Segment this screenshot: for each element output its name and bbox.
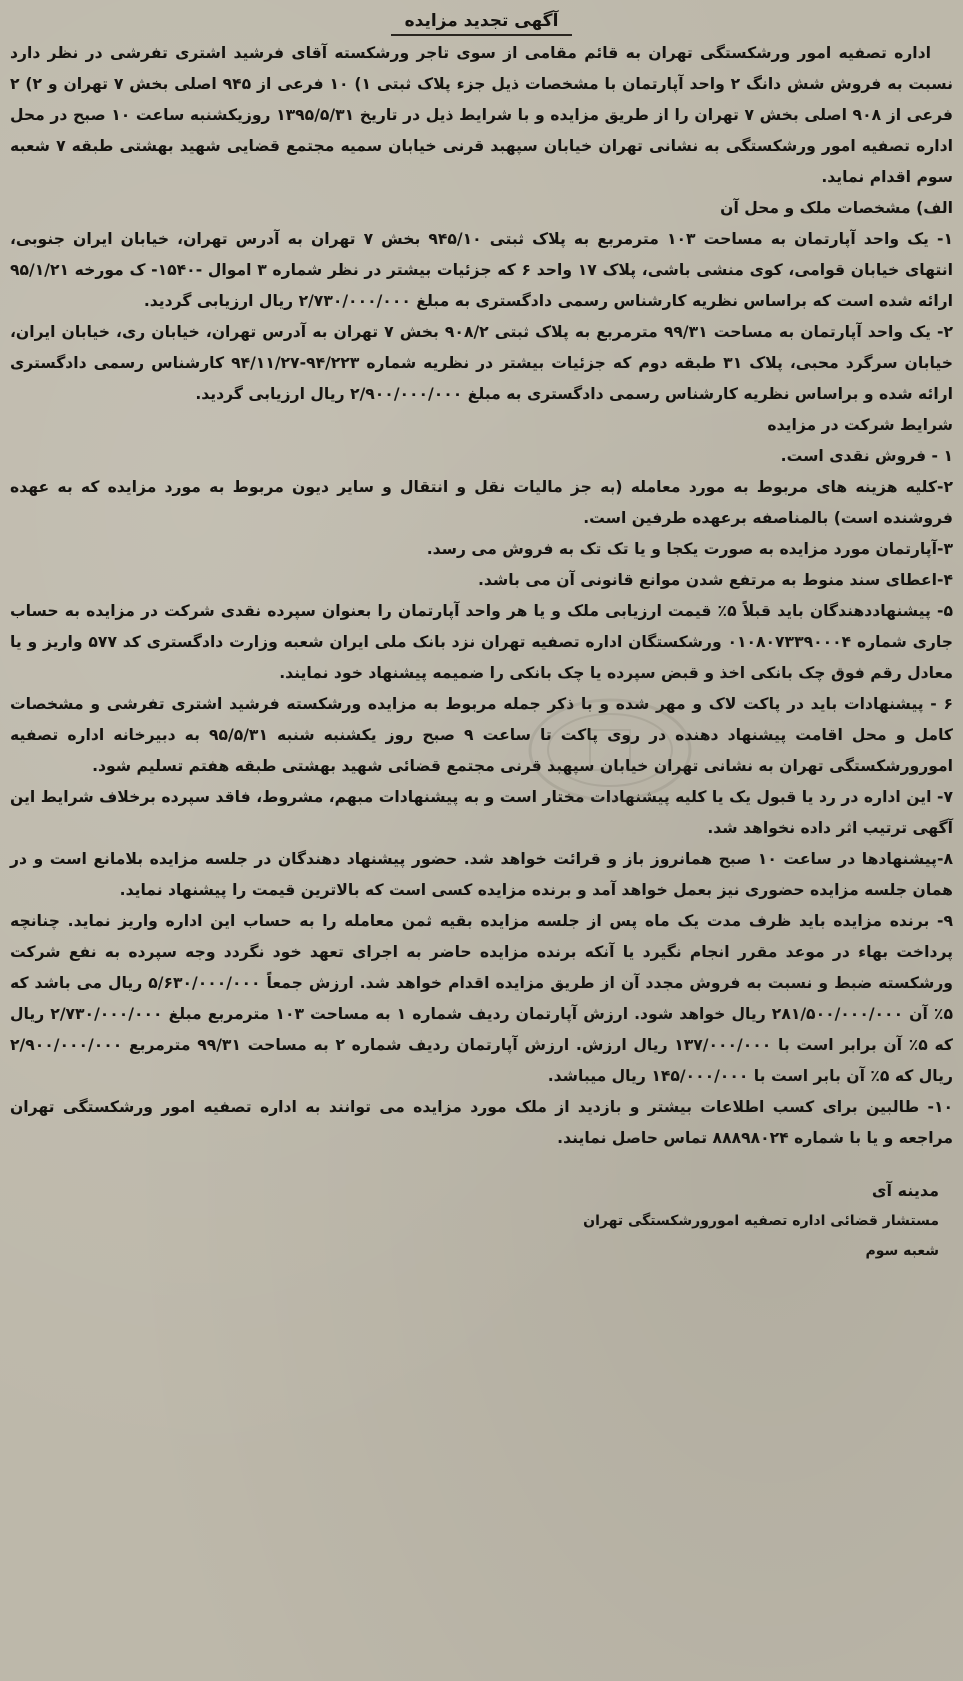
intro-paragraph: اداره تصفیه امور ورشکستگی تهران به قائم مقامی از سوی تاجر ورشکسته آقای فرشید اشتری تفرشی در نظر دارد نسبت به فروش شش دانگ ۲ واحد آپارتمان با مشخصات ذیل جزء پلاک ثبتی ۱) ۱۰ فرعی از ۹۴۵ اصلی بخش ۷ تهران و ۲) ۲ فرعی از ۹۰۸ اصلی بخش ۷ تهران را از طریق مزایده و با شرایط ذیل در تاریخ ۱۳۹۵/۵/۳۱ روزیکشنبه ساعت ۱۰ صبح در محل اداره تصفیه امور ورشکستگی به نشانی تهران خیابان سپهبد قرنی خیابان سمیه مجتمع قضایی شهید بهشتی طبقه ۷ شعبه سوم اقدام نماید. xyxy=(10,44,954,186)
property-2-paragraph: ۲- یک واحد آپارتمان به مساحت ۹۹/۳۱ مترمربع به پلاک ثبتی ۹۰۸/۲ بخش ۷ تهران به آدرس تهران، خیابان ری، خیابان ایران، خیابان سرگرد محبی، پلاک ۳۱ طبقه دوم که جزئیات بیشتر در نظریه شماره ۹۴/۲۲۳-۹۴/۱۱/۲۷ کارشناس رسمی دادگستری ارائه شده و براساس نظریه کارشناس رسمی دادگستری به مبلغ ۲/۹۰۰/۰۰۰/۰۰۰ ریال ارزیابی گردید. xyxy=(10,323,954,403)
stamp-watermark xyxy=(520,690,700,810)
condition-item: ۱ - فروش نقدی است. xyxy=(780,447,953,465)
condition-item: ۴-اعطای سند منوط به مرتفع شدن موانع قانونی آن می باشد. xyxy=(477,571,953,589)
signatory-branch: شعبه سوم xyxy=(865,1243,939,1259)
condition-item: ۹- برنده مزایده باید ظرف مدت یک ماه پس از جلسه مزایده بقیه ثمن معامله را به حساب این اداره واریز نماید. چنانچه پرداخت بهاء در موعد مقرر انجام نگیرد یا آنکه برنده مزایده حاضر به اجرای تعهد خود نگردد وجه سپرده به نفع شرکت ورشکسته ضبط و نسبت به فروش مجدد آن از طریق مزایده اقدام خواهد شد. ارزش جمعاً ۵/۶۳۰/۰۰۰/۰۰۰ ریال می باشد که ۵٪ آن ۲۸۱/۵۰۰/۰۰۰/۰۰۰ ریال خواهد شود. ارزش آپارتمان ردیف شماره ۱ به مساحت ۱۰۳ مترمربع مبلغ ۲/۷۳۰/۰۰۰/۰۰۰ ریال که ۵٪ آن برابر است با ۱۳۷/۰۰۰/۰۰۰ ریال ارزش. ارزش آپارتمان ردیف شماره ۲ به مساحت ۹۹/۳۱ مترمربع ۲/۹۰۰/۰۰۰/۰۰۰ ریال که ۵٪ آن بابر است با ۱۴۵/۰۰۰/۰۰۰ ریال میباشد. xyxy=(10,912,953,1085)
condition-item: ۸-پیشنهادها در ساعت ۱۰ صبح همانروز باز و قرائت خواهد شد. حضور پیشنهاد دهندگان در جلسه مزایده بلامانع است و در همان جلسه مزایده حضوری نیز بعمل خواهد آمد و برنده مزایده کسی است که بالاترین قیمت را پیشنهاد نماید. xyxy=(10,850,953,899)
condition-item: ۶ - پیشنهادات باید در پاکت لاک و مهر شده و با ذکر جمله مربوط به مزایده ورشکسته فرشید اشتری تفرشی و مشخصات کامل و محل اقامت پیشنهاد دهنده در روی پاکت تا ساعت ۹ صبح روز یکشنبه شنبه ۹۵/۵/۳۱ به دبیرخانه اداره تصفیه امورورشکستگی تهران به نشانی تهران خیابان سپهبد قرنی مجتمع قضائی شهید بهشتی طبقه هفتم تسلیم شود. xyxy=(10,695,953,775)
condition-item: ۲-کلیه هزینه های مربوط به مورد معامله (به جز مالیات نقل و انتقال و سایر دیون مربوط به مورد مزایده که به عهده فروشنده است) بالمناصفه برعهده طرفین است. xyxy=(10,478,953,527)
condition-item: ۳-آپارتمان مورد مزایده به صورت یکجا و یا تک تک به فروش می رسد. xyxy=(426,540,953,558)
notice-title: آگهی تجدید مزایده xyxy=(391,8,573,36)
conditions-title: شرایط شرکت در مزایده xyxy=(767,416,953,434)
condition-item: ۱۰- طالبین برای کسب اطلاعات بیشتر و بازدید از ملک مورد مزایده می توانند به اداره تصفیه امور ورشکستگی تهران مراجعه و یا با شماره ۸۸۸۹۸۰۲۴ تماس حاصل نمایند. xyxy=(10,1098,953,1147)
condition-item: ۷- این اداره در رد یا قبول یک یا کلیه پیشنهادات مختار است و به پیشنهادات مبهم، مشروط، فاقد سپرده برخلاف شرایط این آگهی ترتیب اثر داده نخواهد شد. xyxy=(10,788,953,837)
signature-block xyxy=(10,1176,953,1266)
property-1-paragraph: ۱- یک واحد آپارتمان به مساحت ۱۰۳ مترمربع به پلاک ثبتی ۹۴۵/۱۰ بخش ۷ تهران به آدرس تهران، خیابان ایران جنوبی، انتهای خیابان قوامی، کوی منشی باشی، پلاک ۱۷ واحد ۶ که جزئیات بیشتر در نظر شماره ۳ اموال -۱۵۴۰- ک مورخه ۹۵/۱/۲۱ ارائه شده است که براساس نظریه کارشناس رسمی دادگستری به مبلغ ۲/۷۳۰/۰۰۰/۰۰۰ ریال ارزیابی گردید. xyxy=(10,230,953,310)
condition-item: ۵- پیشنهاددهندگان باید قبلاً ۵٪ قیمت ارزیابی ملک و یا هر واحد آپارتمان را بعنوان سپرده نقدی شرکت در مزایده به حساب جاری شماره ۰۱۰۸۰۷۳۳۹۰۰۰۴ ورشکستگان اداره تصفیه تهران نزد بانک ملی ایران شعبه وزارت دادگستری کد ۵۷۷ واریز و یا معادل رقم فوق چک بانکی اخذ و قبض سپرده یا چک بانکی را ضمیمه پیشنهاد خود نمایند. xyxy=(10,602,953,682)
title-wrap xyxy=(10,6,953,36)
signatory-title: مستشار قضائی اداره تصفیه امورورشکستگی تهران xyxy=(583,1213,939,1229)
signatory-name: مدینه آی xyxy=(871,1181,939,1200)
section-a-title: الف) مشخصات ملک و محل آن xyxy=(720,199,953,217)
auction-notice xyxy=(10,6,953,1266)
